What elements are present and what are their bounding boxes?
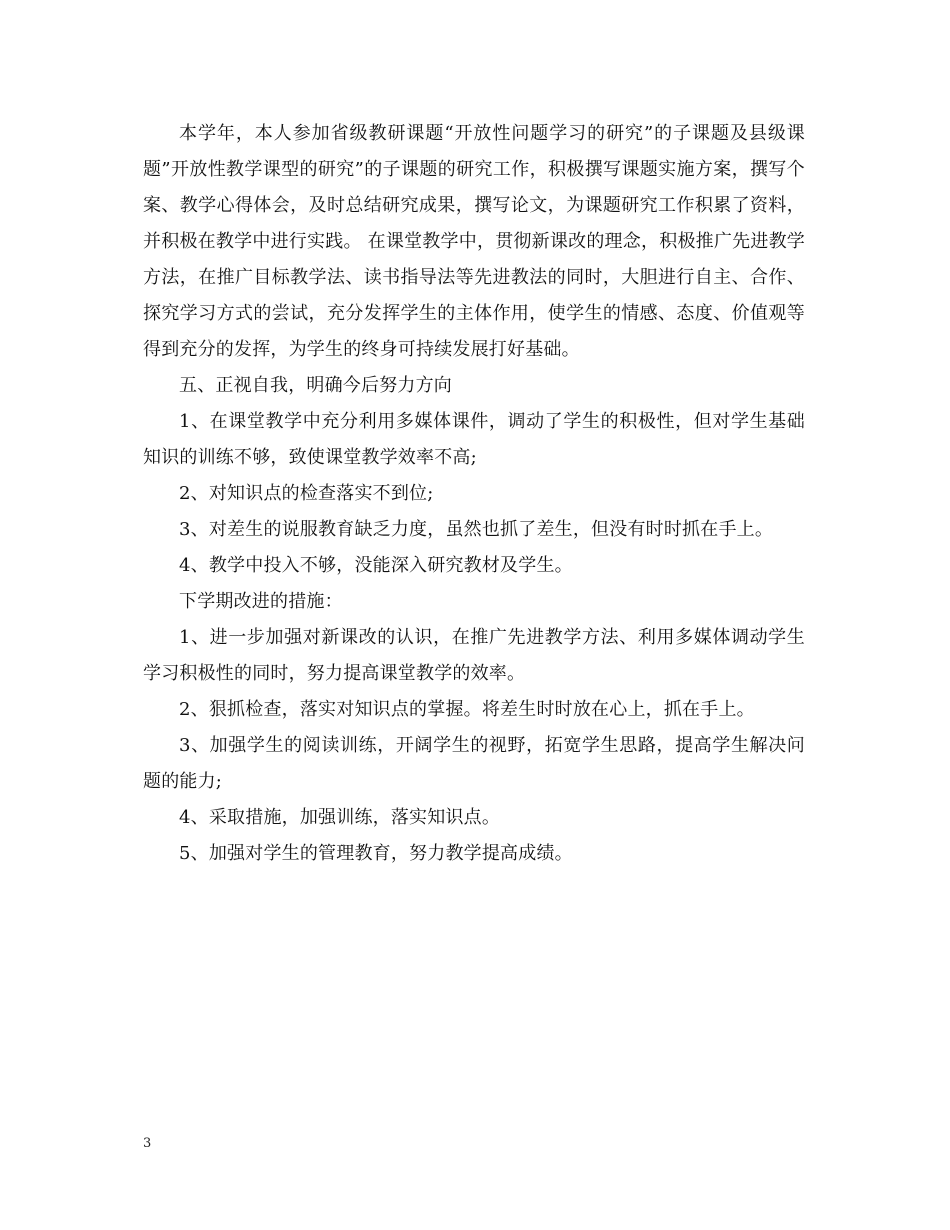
paragraph-issue-1: 1、在课堂教学中充分利用多媒体课件，调动了学生的积极性，但对学生基础知识的训练不够，致使课堂教学效率不高; — [143, 411, 805, 468]
paragraph-issue-4: 4、教学中投入不够，没能深入研究教材及学生。 — [179, 555, 573, 576]
paragraph-measure-4: 4、采取措施，加强训练，落实知识点。 — [179, 807, 501, 828]
page-number: 3 — [143, 1136, 152, 1151]
paragraph-measure-5: 5、加强对学生的管理教育，努力教学提高成绩。 — [179, 843, 573, 864]
paragraph-measure-3: 3、加强学生的阅读训练，开阔学生的视野，拓宽学生思路，提高学生解决问题的能力; — [143, 735, 805, 792]
section-heading-improvements: 下学期改进的措施： — [179, 591, 343, 612]
paragraph-issue-2: 2、对知识点的检查落实不到位; — [179, 483, 434, 504]
document-body — [143, 116, 805, 872]
paragraph-research-work: 本学年，本人参加省级教研课题“开放性问题学习的研究”的子课题及县级课题”开放性教学课型的研究”的子课题的研究工作，积极撰写课题实施方案，撰写个案、教学心得体会，及时总结研究成果，撰写论文，为课题研究工作积累了资料，并积极在教学中进行实践。 在课堂教学中，贯彻新课改的理念，积极推广先进教学方法，在推广目标教学法、读书指导法等先进教法的同时，大胆进行自主、合作、探究学习方式的尝试，充分发挥学生的主体作用，使学生的情感、态度、价值观等得到充分的发挥，为学生的终身可持续发展打好基础。 — [143, 123, 805, 360]
paragraph-measure-1: 1、进一步加强对新课改的认识，在推广先进教学方法、利用多媒体调动学生学习积极性的同时，努力提高课堂教学的效率。 — [143, 627, 805, 684]
paragraph-issue-3: 3、对差生的说服教育缺乏力度，虽然也抓了差生，但没有时时抓在手上。 — [179, 519, 774, 540]
paragraph-measure-2: 2、狠抓检查，落实对知识点的掌握。将差生时时放在心上，抓在手上。 — [179, 699, 755, 720]
section-heading-self-review: 五、正视自我，明确今后努力方向 — [179, 375, 452, 396]
